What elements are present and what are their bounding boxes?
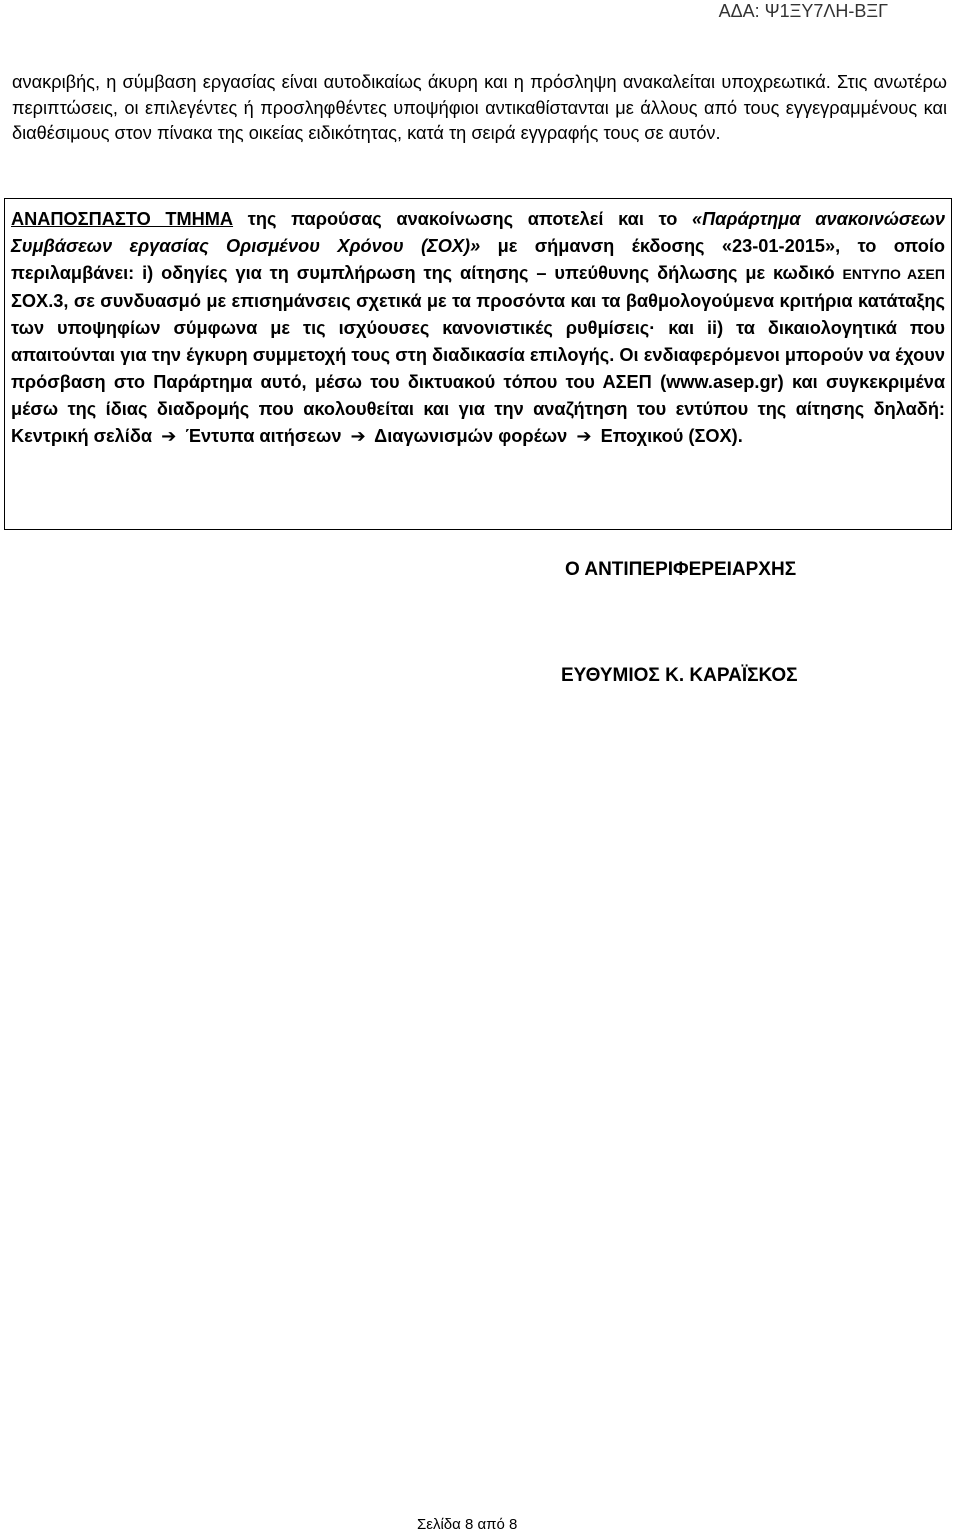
- signatory-title: Ο ΑΝΤΙΠΕΡΙΦΕΡΕΙΑΡΧΗΣ: [565, 559, 797, 580]
- signatory-name: ΕΥΘΥΜΙΟΣ Κ. ΚΑΡΑΪΣΚΟΣ: [561, 665, 798, 686]
- notice-text-part-1: της παρούσας ανακοίνωσης αποτελεί και το: [233, 209, 692, 229]
- arrow-right-icon: ➔: [161, 426, 177, 446]
- arrow-right-icon: ➔: [576, 426, 592, 446]
- notice-text-part-2: με σήμανση έκδοσης «23-01-2015», το οποίο περιλαμβάνει: i) οδηγίες για τη συμπλήρωση της αίτησης – υπεύθυνης δήλωσης με κωδικό: [11, 236, 945, 283]
- page-number: Σελίδα 8 από 8: [417, 1516, 518, 1533]
- form-code: ΕΝΤΥΠΟ ΑΣΕΠ: [842, 266, 945, 282]
- path-step-seasonal: Εποχικού (ΣΟΧ).: [600, 426, 743, 446]
- detachable-section-box: [4, 198, 952, 530]
- ada-code: ΑΔΑ: Ψ1ΞΥ7ΛΗ-ΒΞΓ: [718, 1, 888, 21]
- intro-paragraph: ανακριβής, η σύμβαση εργασίας είναι αυτοδικαίως άκυρη και η πρόσληψη ανακαλείται υποχρεωτικά. Στις ανωτέρω περιπτώσεις, οι επιλεγέντες ή προσληφθέντες υποψήφιοι αντικαθίστανται με άλλους από τους εγγεγραμμένους και διαθέσιμους στον πίνακα της οικείας ειδικότητας, κατά τη σειρά εγγραφής τους σε αυτόν.: [12, 72, 947, 143]
- notice-text-part-3: ΣΟΧ.3, σε συνδυασμό με επισημάνσεις σχετικά με τα προσόντα και τα βαθμολογούμενα κριτήρια κατάταξης των υποψηφίων σύμφωνα με τις ισχύουσες κανονιστικές ρυθμίσεις· και ii) τα δικαιολογητικά που απαιτούνται για την έγκυρη συμμετοχή τους στη διαδικασία επιλογής. Οι ενδιαφερόμενοι μπορούν να έχουν πρόσβαση στο Παράρτημα αυτό, μέσω του δικτυακού τόπου του ΑΣΕΠ (www.asep.gr) και συγκεκριμένα μέσω της ίδιας διαδρομής που ακολουθείται και για την αναζήτηση του εντύπου της αίτησης δηλαδή:: [11, 291, 945, 419]
- path-step-home: Κεντρική σελίδα: [11, 426, 153, 446]
- arrow-right-icon: ➔: [350, 426, 366, 446]
- path-step-competitions: Διαγωνισμών φορέων: [374, 426, 568, 446]
- path-step-forms: Έντυπα αιτήσεων: [185, 426, 342, 446]
- detachable-section-text: [11, 206, 945, 450]
- detachable-section-heading: ΑΝΑΠΟΣΠΑΣΤΟ ΤΜΗΜΑ: [11, 209, 234, 229]
- appendix-title: «Παράρτημα ανακοινώσεων Συμβάσεων εργασίας Ορισμένου Χρόνου (ΣΟΧ)»: [11, 209, 945, 256]
